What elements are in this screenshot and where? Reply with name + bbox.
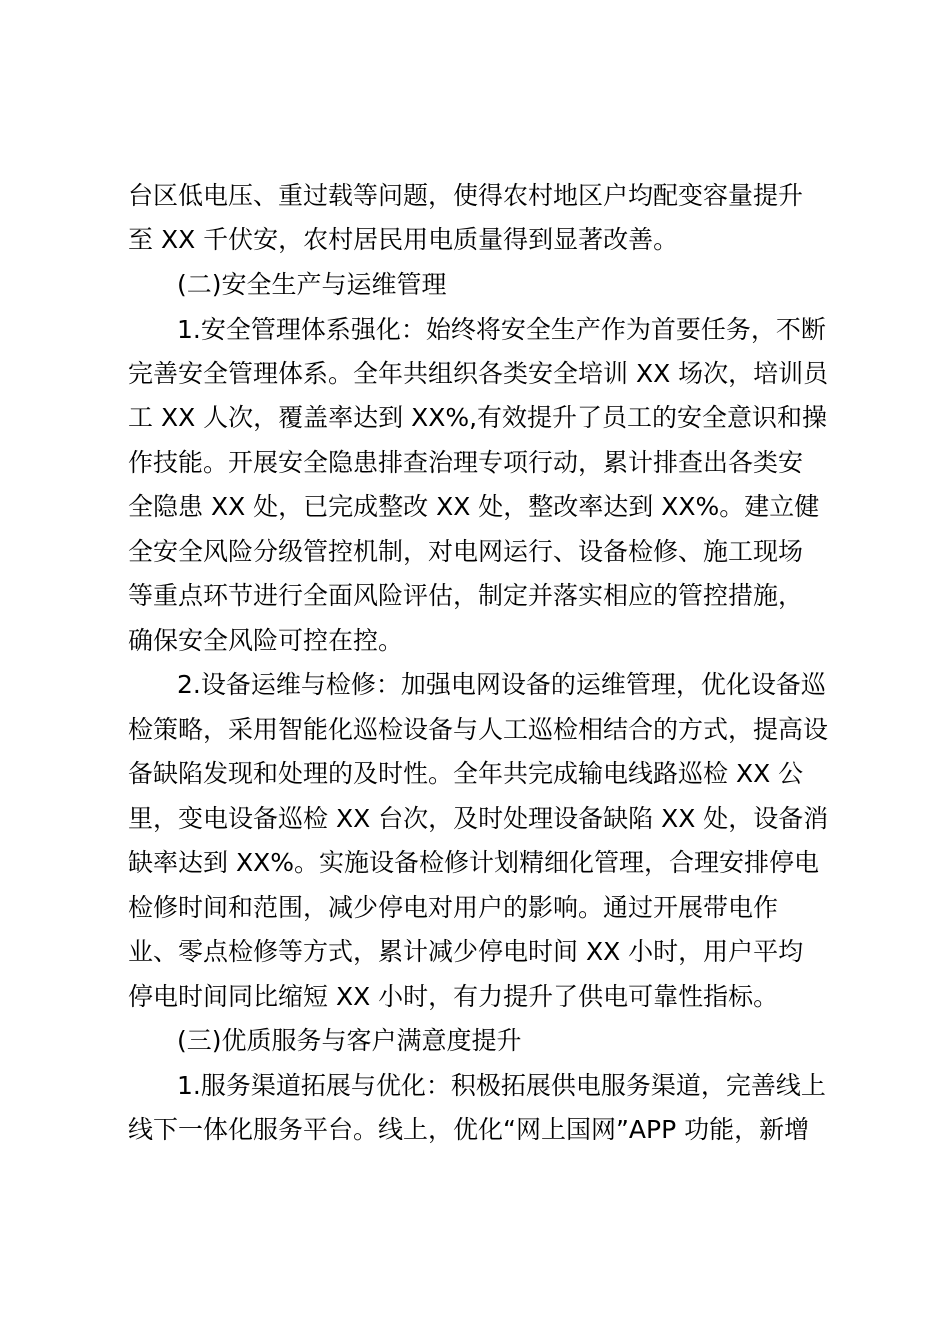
body-line: 业、零点检修等方式，累计减少停电时间 XX 小时，用户平均 [128, 937, 804, 966]
body-line: 里，变电设备巡检 XX 台次，及时处理设备缺陷 XX 处，设备消 [128, 804, 829, 833]
body-line: 停电时间同比缩短 XX 小时，有力提升了供电可靠性指标。 [128, 982, 779, 1011]
body-line: 工 XX 人次，覆盖率达到 XX%,有效提升了员工的安全意识和操 [128, 403, 828, 432]
body-line: 确保安全风险可控在控。 [128, 626, 404, 655]
body-line: 检策略，采用智能化巡检设备与人工巡检相结合的方式，提高设 [128, 715, 829, 744]
paragraph-start-line: 1.服务渠道拓展与优化：积极拓展供电服务渠道，完善线上 [177, 1071, 826, 1100]
body-line: 全安全风险分级管控机制，对电网运行、设备检修、施工现场 [128, 537, 804, 566]
body-line: 等重点环节进行全面风险评估，制定并落实相应的管控措施， [128, 581, 804, 610]
body-line: 完善安全管理体系。全年共组织各类安全培训 XX 场次，培训员 [128, 359, 829, 388]
section-heading: (三)优质服务与客户满意度提升 [177, 1026, 522, 1055]
body-line: 作技能。开展安全隐患排查治理专项行动，累计排查出各类安 [128, 448, 804, 477]
paragraph-start-line: 2.设备运维与检修：加强电网设备的运维管理，优化设备巡 [177, 670, 826, 699]
body-line: 至 XX 千伏安，农村居民用电质量得到显著改善。 [128, 225, 679, 254]
body-line: 台区低电压、重过载等问题，使得农村地区户均配变容量提升 [128, 181, 804, 210]
body-line: 全隐患 XX 处，已完成整改 XX 处，整改率达到 XX%。建立健 [128, 492, 820, 521]
body-line: 线下一体化服务平台。线上，优化“网上国网”APP 功能，新增 [128, 1115, 810, 1144]
section-heading: (二)安全生产与运维管理 [177, 270, 447, 299]
paragraph-start-line: 1.安全管理体系强化：始终将安全生产作为首要任务，不断 [177, 315, 826, 344]
body-line: 备缺陷发现和处理的及时性。全年共完成输电线路巡检 XX 公 [128, 759, 804, 788]
body-line: 缺率达到 XX%。实施设备检修计划精细化管理，合理安排停电 [128, 848, 819, 877]
body-line: 检修时间和范围，减少停电对用户的影响。通过开展带电作 [128, 893, 779, 922]
